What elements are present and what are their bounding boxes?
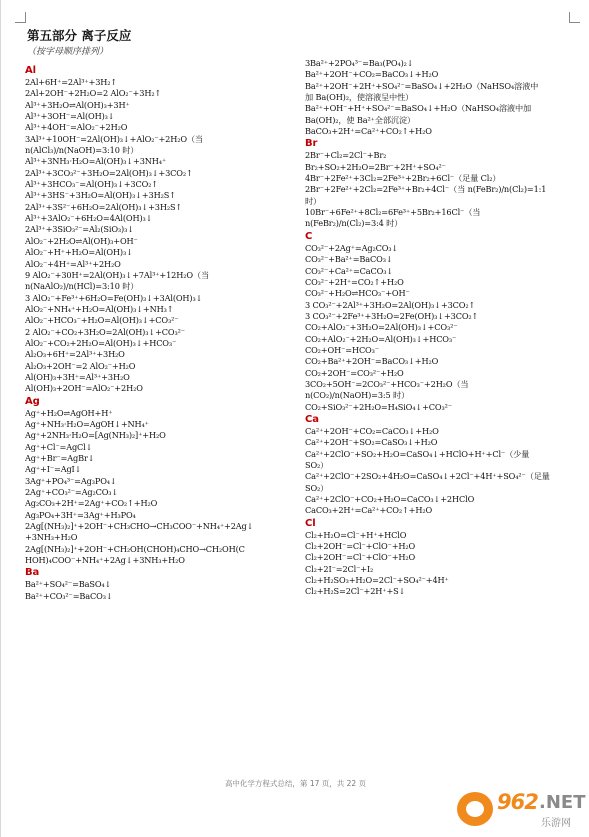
equation-line: Ba²⁺+2OH⁻+2H⁺+SO₄²⁻=BaSO₄↓+2H₂O（NaHSO₄溶液中	[305, 80, 539, 91]
equation-line: 4Br⁻+2Fe²⁺+3Cl₂=2Fe³⁺+2Br₂+6Cl⁻（足量 Cl₂）	[305, 173, 501, 184]
equation-line: BaCO₃+2H⁺=Ca²⁺+CO₂↑+H₂O	[305, 126, 432, 137]
equation-line: n(NaAlO₂)/n(HCl)=3:10 时）	[25, 281, 139, 292]
watermark-digits: 962	[497, 790, 538, 814]
watermark-subtitle: 乐游网	[541, 818, 571, 829]
equation-line: 2 AlO₂⁻+CO₂+3H₂O=2Al(OH)₃↓+CO₃²⁻	[25, 326, 185, 337]
equation-line: Ba²⁺+CO₃²⁻=BaCO₃↓	[25, 590, 113, 601]
equation-line: Ag⁺+H₂O⇌AgOH+H⁺	[25, 407, 113, 418]
equation-line: 3 CO₃²⁻+2Fe³⁺+3H₂O=2Fe(OH)₃↓+3CO₂↑	[305, 310, 479, 321]
equation-line: n(AlCl₃)/n(NaOH)=3:10 时）	[25, 145, 139, 156]
equation-line: Al³⁺+3HS⁻+3H₂O=Al(OH)₃↓+3H₂S↑	[25, 190, 176, 201]
equation-line: Al³⁺+3AlO₂⁻+6H₂O=4Al(OH)₃↓	[25, 213, 153, 224]
equation-line: Al³⁺+3HCO₃⁻=Al(OH)₃↓+3CO₂↑	[25, 179, 158, 190]
equation-line: Cl₂+H₂O=Cl⁻+H⁺+HClO	[305, 529, 407, 540]
equation-line: CO₃²⁻+2H⁺=CO₂↑+H₂O	[305, 276, 404, 287]
element-section-heading: Al	[25, 65, 36, 76]
equation-line: 2Al+2OH⁻+2H₂O=2 AlO₂⁻+3H₂↑	[25, 88, 162, 99]
equation-line: Al³⁺+3H₂O⇌Al(OH)₃+3H⁺	[25, 99, 130, 110]
equation-line: Ca²⁺+2OH⁻+CO₂=CaCO₃↓+H₂O	[305, 425, 439, 436]
equation-line: AlO₂⁻+H⁺+H₂O=Al(OH)₃↓	[25, 247, 133, 258]
page-footer: 高中化学方程式总结，第 17 页，共 22 页	[224, 779, 367, 788]
equation-line: Al(OH)₃+3H⁺=Al³⁺+3H₂O	[25, 371, 130, 382]
equation-line: Ba(OH)₂，使 Ba²⁺全部沉淀）	[305, 114, 415, 125]
equation-line: Br₂+SO₂+2H₂O=2Br⁻+2H⁺+SO₄²⁻	[305, 161, 446, 172]
equation-line: Ca²⁺+2ClO⁻+2SO₂+4H₂O=CaSO₄↓+2Cl⁻+4H⁺+SO₄²⁻（足量	[305, 471, 550, 482]
page-corner-mark	[569, 12, 580, 23]
equation-line: Cl₂+H₂S=2Cl⁻+2H⁺+S↓	[305, 586, 406, 597]
equation-line: CaCO₃+2H⁺=Ca²⁺+CO₂↑+H₂O	[305, 505, 433, 516]
equation-line: Ca²⁺+2ClO⁻+SO₂+H₂O=CaSO₄↓+HClO+H⁺+Cl⁻（少量	[305, 448, 530, 459]
equation-line: Al³⁺+3OH⁻=Al(OH)₃↓	[25, 111, 115, 122]
equation-line: 2Br⁻+Cl₂=2Cl⁻+Br₂	[305, 150, 387, 161]
page-corner-mark	[15, 12, 26, 23]
equation-line: CO₂+Ba²⁺+2OH⁻=BaCO₃↓+H₂O	[305, 356, 439, 367]
equation-line: 2Al³⁺+3SiO₃²⁻=Al₂(SiO₃)₃↓	[25, 224, 134, 235]
equation-line: Ag⁺+Cl⁻=AgCl↓	[25, 441, 93, 452]
equation-line: Cl₂+2I⁻=2Cl⁻+I₂	[305, 563, 374, 574]
equation-line: 10Br⁻+6Fe²⁺+8Cl₂=6Fe³⁺+5Br₂+16Cl⁻（当	[305, 207, 481, 218]
right-column	[305, 58, 581, 598]
watermark-logo-icon	[457, 792, 493, 826]
equation-line: 3CO₂+5OH⁻=2CO₃²⁻+HCO₃⁻+2H₂O（当	[305, 378, 469, 389]
equation-line: 3Ag⁺+PO₄³⁻=Ag₃PO₄↓	[25, 475, 117, 486]
equation-line: Al³⁺+3NH₃·H₂O=Al(OH)₃↓+3NH₄⁺	[25, 156, 167, 167]
equation-line: CO₃²⁻+H₂O⇌HCO₃⁻+OH⁻	[305, 288, 410, 299]
equation-line: CO₂+OH⁻=HCO₃⁻	[305, 344, 379, 355]
equation-line: Ba²⁺+2OH⁻+CO₂=BaCO₃↓+H₂O	[305, 69, 439, 80]
equation-line: 3 CO₃²⁻+2Al³⁺+3H₂O=2Al(OH)₃↓+3CO₂↑	[305, 299, 476, 310]
equation-line: SO₂）	[305, 482, 329, 493]
equation-line: SO₂）	[305, 460, 329, 470]
element-section-heading: Ag	[25, 395, 40, 407]
equation-line: Ba²⁺+OH⁻+H⁺+SO₄²⁻=BaSO₄↓+H₂O（NaHSO₄溶液中加	[305, 103, 532, 114]
equation-line: AlO₂⁻+4H⁺=Al³⁺+2H₂O	[25, 258, 121, 269]
equation-line: +3NH₃+H₂O	[25, 532, 78, 543]
equation-line: Al₂O₃+6H⁺=2Al³⁺+3H₂O	[25, 349, 125, 360]
equation-line: AlO₂⁻+CO₂+2H₂O=Al(OH)₃↓+HCO₃⁻	[25, 337, 177, 348]
equation-line: Al³⁺+4OH⁻=AlO₂⁻+2H₂O	[25, 122, 128, 133]
equation-line: 2Ag[(NH₃)₂]⁺+2OH⁻+CH₃CHO→CH₃COO⁻+NH₄⁺+2Ag↓	[25, 521, 254, 532]
left-column	[25, 64, 295, 602]
watermark-suffix: .NET	[539, 792, 586, 813]
equation-line: CO₂+AlO₂⁻+2H₂O=Al(OH)₃↓+HCO₃⁻	[305, 333, 457, 344]
equation-line: Ca²⁺+2OH⁻+SO₂=CaSO₃↓+H₂O	[305, 437, 438, 448]
equation-line: 3 AlO₂⁻+Fe³⁺+6H₂O=Fe(OH)₃↓+3Al(OH)₃↓	[25, 292, 203, 303]
equation-line: 2Ag[(NH₃)₂]⁺+2OH⁻+CH₂OH(CHOH)₄CHO→CH₂OH(C	[25, 543, 245, 554]
element-section-heading: Br	[305, 138, 318, 150]
equation-line: 时）	[305, 195, 322, 206]
equation-line: 3Al³⁺+10OH⁻=2Al(OH)₃↓+AlO₂⁻+2H₂O（当	[25, 133, 203, 144]
equation-line: Cl₂+H₂SO₃+H₂O=2Cl⁻+SO₄²⁻+4H⁺	[305, 575, 449, 586]
equation-line: 2Br⁻+2Fe²⁺+2Cl₂=2Fe³⁺+Br₂+4Cl⁻（当 n(FeBr₂)/n(Cl₂)=1:1	[305, 184, 547, 195]
equation-line: Cl₂+2OH⁻=Cl⁻+ClO⁻+H₂O	[305, 541, 416, 552]
equation-line: CO₃²⁻+2Ag⁺=Ag₂CO₃↓	[305, 242, 399, 253]
equation-line: CO₃²⁻+Ba²⁺=BaCO₃↓	[305, 254, 393, 265]
equation-line: 2Ag⁺+CO₃²⁻=Ag₂CO₃↓	[25, 487, 119, 498]
equation-line: CO₂+AlO₂⁻+3H₂O=2Al(OH)₃↓+CO₃²⁻	[305, 322, 458, 333]
equation-line: CO₂+2OH⁻=CO₃²⁻+H₂O	[305, 367, 404, 378]
equation-line: AlO₂⁻+2H₂O⇌Al(OH)₃+OH⁻	[25, 235, 138, 246]
equation-line: Ag⁺+NH₃·H₂O=AgOH↓+NH₄⁺	[25, 418, 149, 429]
element-section-heading: Cl	[305, 517, 316, 529]
equation-line: 2Al+6H⁺=2Al³⁺+3H₂↑	[25, 77, 118, 87]
equation-line: Al₂O₃+2OH⁻=2 AlO₂⁻+H₂O	[25, 360, 136, 371]
equation-line: Ag₂CO₃+2H⁺=2Ag⁺+CO₂↑+H₂O	[25, 498, 158, 509]
element-section-heading: C	[305, 230, 313, 242]
element-section-heading: Ba	[25, 567, 40, 579]
equation-line: 2Al³⁺+3S²⁻+6H₂O=2Al(OH)₃↓+3H₂S↑	[25, 201, 183, 212]
equation-line: Ag⁺+Br⁻=AgBr↓	[25, 453, 95, 463]
site-watermark-logo	[457, 786, 587, 834]
equation-line: 2Al³⁺+3CO₃²⁻+3H₂O=2Al(OH)₃↓+3CO₂↑	[25, 167, 193, 178]
equation-line: AlO₂⁻+NH₄⁺+H₂O=Al(OH)₃↓+NH₃↑	[25, 303, 174, 314]
equation-line: Ag⁺+2NH₃·H₂O=[Ag(NH₃)₂]⁺+H₂O	[25, 430, 166, 441]
equation-line: 3Ba²⁺+2PO₄³⁻=Ba₃(PO₄)₂↓	[305, 58, 414, 68]
equation-line: n(CO₂)/n(NaOH)=3:5 时）	[305, 390, 410, 401]
equation-line: HOH)₄COO⁻+NH₄⁺+2Ag↓+3NH₃+H₂O	[25, 555, 185, 566]
equation-line: Ag₃PO₄+3H⁺=3Ag⁺+H₃PO₄	[25, 509, 136, 520]
equation-line: Ag⁺+I⁻=AgI↓	[25, 464, 82, 475]
element-section-heading: Ca	[305, 413, 319, 425]
equation-line: Ca²⁺+2ClO⁻+CO₂+H₂O=CaCO₃↓+2HClO	[305, 494, 475, 505]
equation-line: n(FeBr₂)/n(Cl₂)=3:4 时）	[305, 218, 403, 229]
equation-line: Cl₂+2OH⁻=Cl⁻+ClO⁻+H₂O	[305, 552, 416, 563]
equation-line: 加 Ba(OH)₂，使溶液呈中性）	[305, 92, 414, 103]
equation-line: CO₂+SiO₃²⁻+2H₂O=H₄SiO₄↓+CO₃²⁻	[305, 401, 452, 412]
section-title: 第五部分 离子反应	[27, 28, 132, 43]
equation-line: CO₃²⁻+Ca²⁺=CaCO₃↓	[305, 265, 394, 276]
equation-line: Ba²⁺+SO₄²⁻=BaSO₄↓	[25, 579, 112, 590]
equation-line: Al(OH)₃+2OH⁻=AlO₂⁻+2H₂O	[25, 383, 143, 394]
equation-line: AlO₂⁻+HCO₃⁻+H₂O=Al(OH)₃↓+CO₃²⁻	[25, 315, 179, 326]
section-subtitle: （按字母顺序排列）	[27, 47, 109, 57]
equation-line: 9 AlO₂⁻+30H⁺=2Al(OH)₃↓+7Al³⁺+12H₂O（当	[25, 269, 209, 280]
